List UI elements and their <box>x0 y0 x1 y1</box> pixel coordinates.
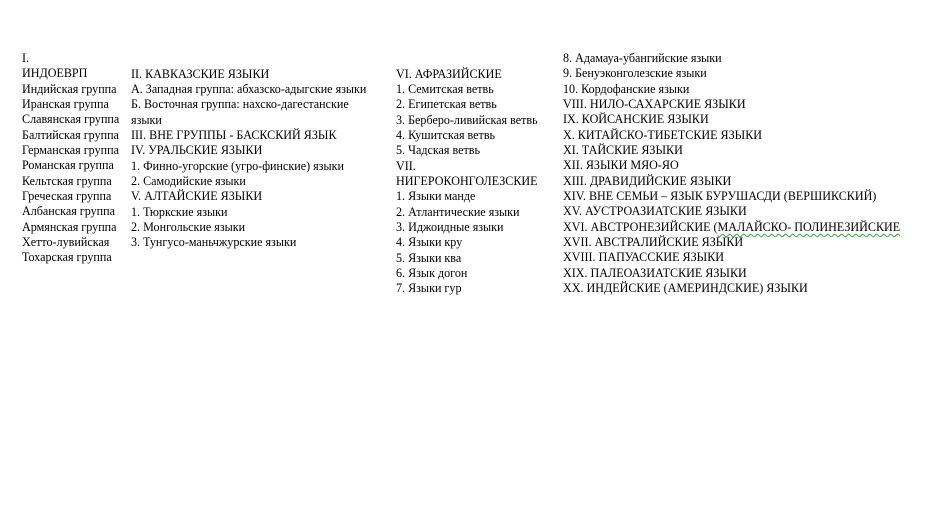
text-line: Иранская группа <box>22 97 109 112</box>
text-line: 5. Чадская ветвь <box>396 143 481 158</box>
text-line: 4. Языки кру <box>396 235 463 250</box>
text-line: XI. ТАЙСКИЕ ЯЗЫКИ <box>563 143 683 158</box>
text-line: XIV. ВНЕ СЕМЬИ – ЯЗЫК БУРУШАСДИ (ВЕРШИКСКИЙ) <box>563 189 877 204</box>
text-line: 6. Язык догон <box>396 265 468 280</box>
text-line: Славянская группа <box>22 112 120 127</box>
text-line: XIX. ПАЛЕОАЗИАТСКИЕ ЯЗЫКИ <box>563 265 747 280</box>
text-line: 1. Языки манде <box>396 189 476 204</box>
text-line: 1. Семитская ветвь <box>396 81 494 96</box>
text-line: III. ВНЕ ГРУППЫ - БАСКСКИЙ ЯЗЫК <box>131 127 337 142</box>
text-line: XII. ЯЗЫКИ МЯО-ЯО <box>563 158 679 173</box>
text-line: II. КАВКАЗСКИЕ ЯЗЫКИ <box>131 66 270 81</box>
text-line: 7. Языки гур <box>396 281 462 296</box>
text-line: 10. Кордофанские языки <box>563 81 690 96</box>
text-line: Романская группа <box>22 158 114 173</box>
text-line-spellcheck <box>563 220 900 235</box>
text-line: А. Западная группа: абхазско-адыгские языки <box>131 81 367 96</box>
column-caucasian-uralic-altaic <box>131 67 366 251</box>
text-line: 8. Адамауа-убангийские языки <box>563 51 722 65</box>
text-line: 3. Берберо-ливийская ветвь <box>396 112 538 127</box>
text-line: 3. Тунгусо-маньчжурские языки <box>131 235 297 250</box>
text-line: 1. Финно-угорские (угро-финские) языки <box>131 158 344 173</box>
text-line: VIII. НИЛО-САХАРСКИЕ ЯЗЫКИ <box>563 97 746 112</box>
text-line: XVIII. ПАПУАССКИЕ ЯЗЫКИ <box>563 250 724 265</box>
text-line: Армянская группа <box>22 219 117 234</box>
text-line: Кельтская группа <box>22 173 112 188</box>
text-line: 4. Кушитская ветвь <box>396 127 496 142</box>
text-line: XX. ИНДЕЙСКИЕ (АМЕРИНДСКИЕ) ЯЗЫКИ <box>563 281 808 296</box>
text-line: 1. Тюркские языки <box>131 204 228 219</box>
text-line: Греческая группа <box>22 189 112 204</box>
text-line: ИНДОЕВРП <box>22 66 88 81</box>
text-line: VI. АФРАЗИЙСКИЕ <box>396 66 502 81</box>
column-afroasiatic-nigercongo <box>396 67 538 297</box>
text-line: НИГЕРОКОНГОЛЕЗСКИЕ <box>396 173 538 188</box>
text-line: Б. Восточная группа: нахско-дагестанские <box>131 97 349 112</box>
text-line: IV. УРАЛЬСКИЕ ЯЗЫКИ <box>131 143 263 158</box>
text-line: 9. Бенуэконголезские языки <box>563 66 707 81</box>
text-line: Албанская группа <box>22 204 115 219</box>
text-line: VII. <box>396 158 416 173</box>
text-line: Тохарская группа <box>22 250 112 265</box>
text-line: V. АЛТАЙСКИЕ ЯЗЫКИ <box>131 189 263 204</box>
text-line: X. КИТАЙСКО-ТИБЕТСКИЕ ЯЗЫКИ <box>563 127 763 142</box>
text-line: 3. Иджоидные языки <box>396 219 504 234</box>
text-line: 2. Монгольские языки <box>131 219 246 234</box>
text-line: 2. Египетская ветвь <box>396 97 497 112</box>
text-line: XVII. АВСТРАЛИЙСКИЕ ЯЗЫКИ <box>563 235 744 250</box>
column-indoeuropean <box>22 51 119 266</box>
text-line: языки <box>131 112 162 127</box>
text-line: IX. КОЙСАНСКИЕ ЯЗЫКИ <box>563 112 709 127</box>
text-line: XV. АУСТРОАЗИАТСКИЕ ЯЗЫКИ <box>563 204 747 219</box>
column-other-families <box>563 51 900 297</box>
text-line: XIII. ДРАВИДИЙСКИЕ ЯЗЫКИ <box>563 173 732 188</box>
text-line: Балтийская группа <box>22 127 119 142</box>
text-line: Хетто-лувийская <box>22 235 110 250</box>
text-line: 5. Языки ква <box>396 250 462 265</box>
spellcheck-marked-text: МАЛАЙСКО- ПОЛИНЕЗИЙСКИЕ <box>717 219 901 234</box>
text-line: 2. Атлантические языки <box>396 204 520 219</box>
text-line: Индийская группа <box>22 81 117 96</box>
text-fragment: XVI. АВСТРОНЕЗИЙСКИЕ ( <box>563 219 718 234</box>
text-line: Германская группа <box>22 143 119 158</box>
text-line: I. <box>22 51 30 65</box>
text-line: 2. Самодийские языки <box>131 173 246 188</box>
